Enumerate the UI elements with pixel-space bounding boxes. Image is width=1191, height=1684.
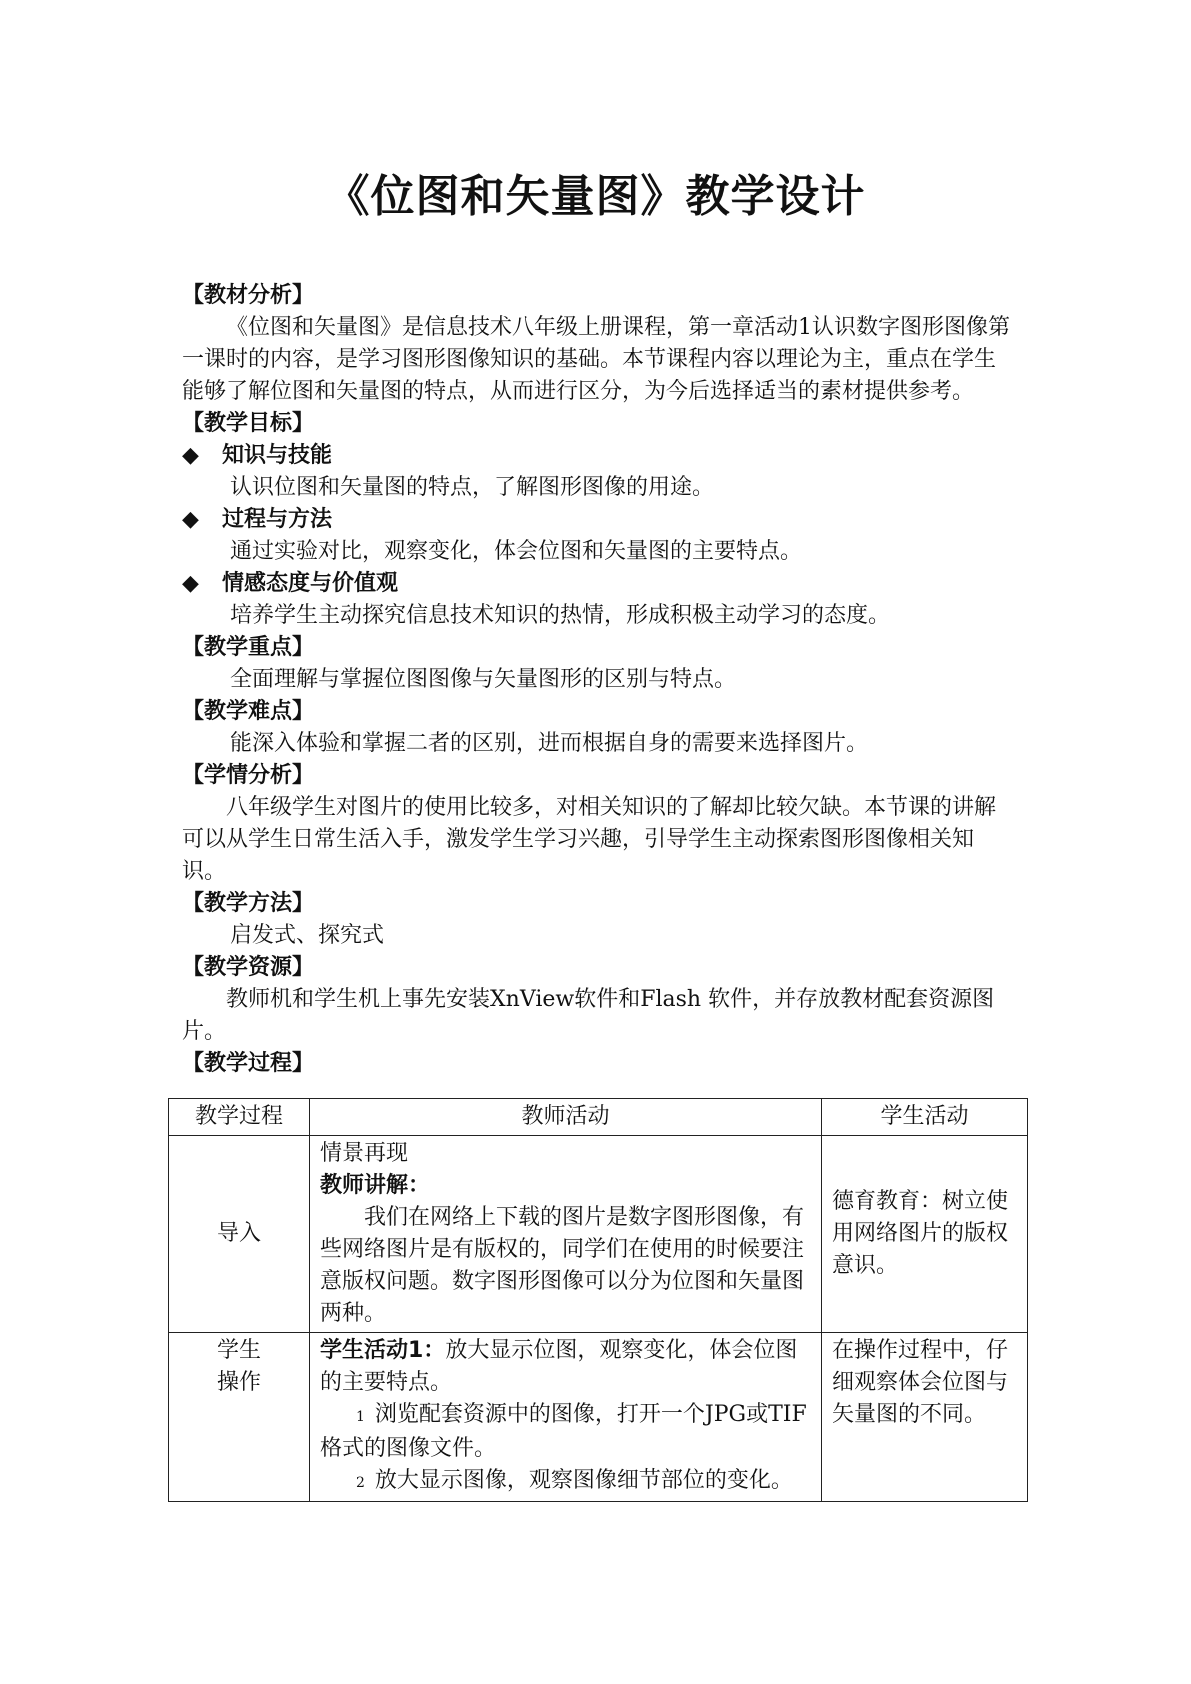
heading-resources: 【教学资源】: [182, 955, 315, 980]
goal-1-text: 认识位图和矢量图的特点，了解图形图像的用途。: [230, 475, 715, 500]
heading-goals: 【教学目标】: [182, 411, 315, 436]
page-title: 《位图和矢量图》教学设计: [325, 171, 866, 222]
heading-methods: 【教学方法】: [182, 891, 315, 916]
teacher-cell: [310, 1136, 822, 1333]
teacher-text: 我们在网络上下载的图片是数字图形图像，有些网络图片是有版权的，同学们在使用的时候要注意版权问题。数字图形图像可以分为位图和矢量图两种。: [320, 1205, 805, 1326]
student-cell: 在操作过程中，仔细观察体会位图与矢量图的不同。: [822, 1333, 1028, 1502]
key-points-text: 全面理解与掌握位图图像与矢量图形的区别与特点。: [230, 667, 737, 692]
step-text: 放大显示图像，观察图像细节部位的变化。: [374, 1468, 793, 1493]
stage-line: 操作: [216, 1370, 261, 1395]
process-table: [168, 1098, 1028, 1502]
table-header-cell: 学生活动: [822, 1099, 1028, 1136]
table-row: [169, 1333, 1028, 1502]
goal-3-text: 培养学生主动探究信息技术知识的热情，形成积极主动学习的态度。: [230, 603, 891, 628]
step-number: 2: [356, 1475, 365, 1491]
step-text: 浏览配套资源中的图像，打开一个JPG或TIF格式的图像文件。: [320, 1402, 807, 1461]
difficulties-text: 能深入体验和掌握二者的区别，进而根据自身的需要来选择图片。: [230, 731, 869, 756]
table-row: [169, 1136, 1028, 1333]
teacher-cell: [310, 1333, 822, 1502]
document-body: [182, 280, 1012, 1080]
step-1: [320, 1399, 811, 1465]
diamond-bullet-icon: ◆: [182, 507, 199, 532]
methods-text: 启发式、探究式: [230, 923, 385, 948]
goal-2-title-text: 过程与方法: [222, 507, 333, 532]
stage-cell: [169, 1333, 310, 1502]
table-header-cell: 教学过程: [169, 1099, 310, 1136]
goal-1-title: [182, 440, 1012, 472]
activity-label: 学生活动1：: [320, 1338, 446, 1363]
diamond-bullet-icon: ◆: [182, 571, 199, 596]
heading-key-points: 【教学重点】: [182, 635, 315, 660]
goal-2-text: 通过实验对比，观察变化，体会位图和矢量图的主要特点。: [230, 539, 803, 564]
activity-intro: [320, 1335, 811, 1399]
teacher-line: 情景再现: [320, 1141, 409, 1166]
students-text: 八年级学生对图片的使用比较多，对相关知识的了解却比较欠缺。本节课的讲解可以从学生日常生活入手，激发学生学习兴趣，引导学生主动探索图形图像相关知识。: [182, 795, 997, 884]
goal-3-title: [182, 568, 1012, 600]
heading-difficulties: 【教学难点】: [182, 699, 315, 724]
heading-analysis: 【教材分析】: [182, 283, 315, 308]
goal-1-title-text: 知识与技能: [222, 443, 333, 468]
stage-cell: 导入: [169, 1136, 310, 1333]
goal-2-title: [182, 504, 1012, 536]
heading-process: 【教学过程】: [182, 1051, 315, 1076]
stage-line: 学生: [216, 1338, 261, 1363]
teacher-bold-label: 教师讲解：: [320, 1173, 431, 1198]
step-number: 1: [356, 1409, 365, 1425]
activity-text: 放大显示位图，观察变化，体会位图的主要特点。: [320, 1338, 798, 1395]
diamond-bullet-icon: ◆: [182, 443, 199, 468]
table-header-cell: 教师活动: [310, 1099, 822, 1136]
student-cell: 德育教育：树立使用网络图片的版权意识。: [822, 1136, 1028, 1333]
heading-students: 【学情分析】: [182, 763, 315, 788]
step-2: [320, 1465, 811, 1499]
table-header-row: [169, 1099, 1028, 1136]
goal-3-title-text: 情感态度与价值观: [222, 571, 399, 596]
resources-text: 教师机和学生机上事先安装XnView软件和Flash 软件，并存放教材配套资源图片。: [182, 987, 995, 1044]
analysis-text: 《位图和矢量图》是信息技术八年级上册课程，第一章活动1认识数字图形图像第一课时的内容，是学习图形图像知识的基础。本节课程内容以理论为主，重点在学生能够了解位图和矢量图的特点，从而进行区分，为今后选择适当的素材提供参考。: [182, 315, 1010, 404]
